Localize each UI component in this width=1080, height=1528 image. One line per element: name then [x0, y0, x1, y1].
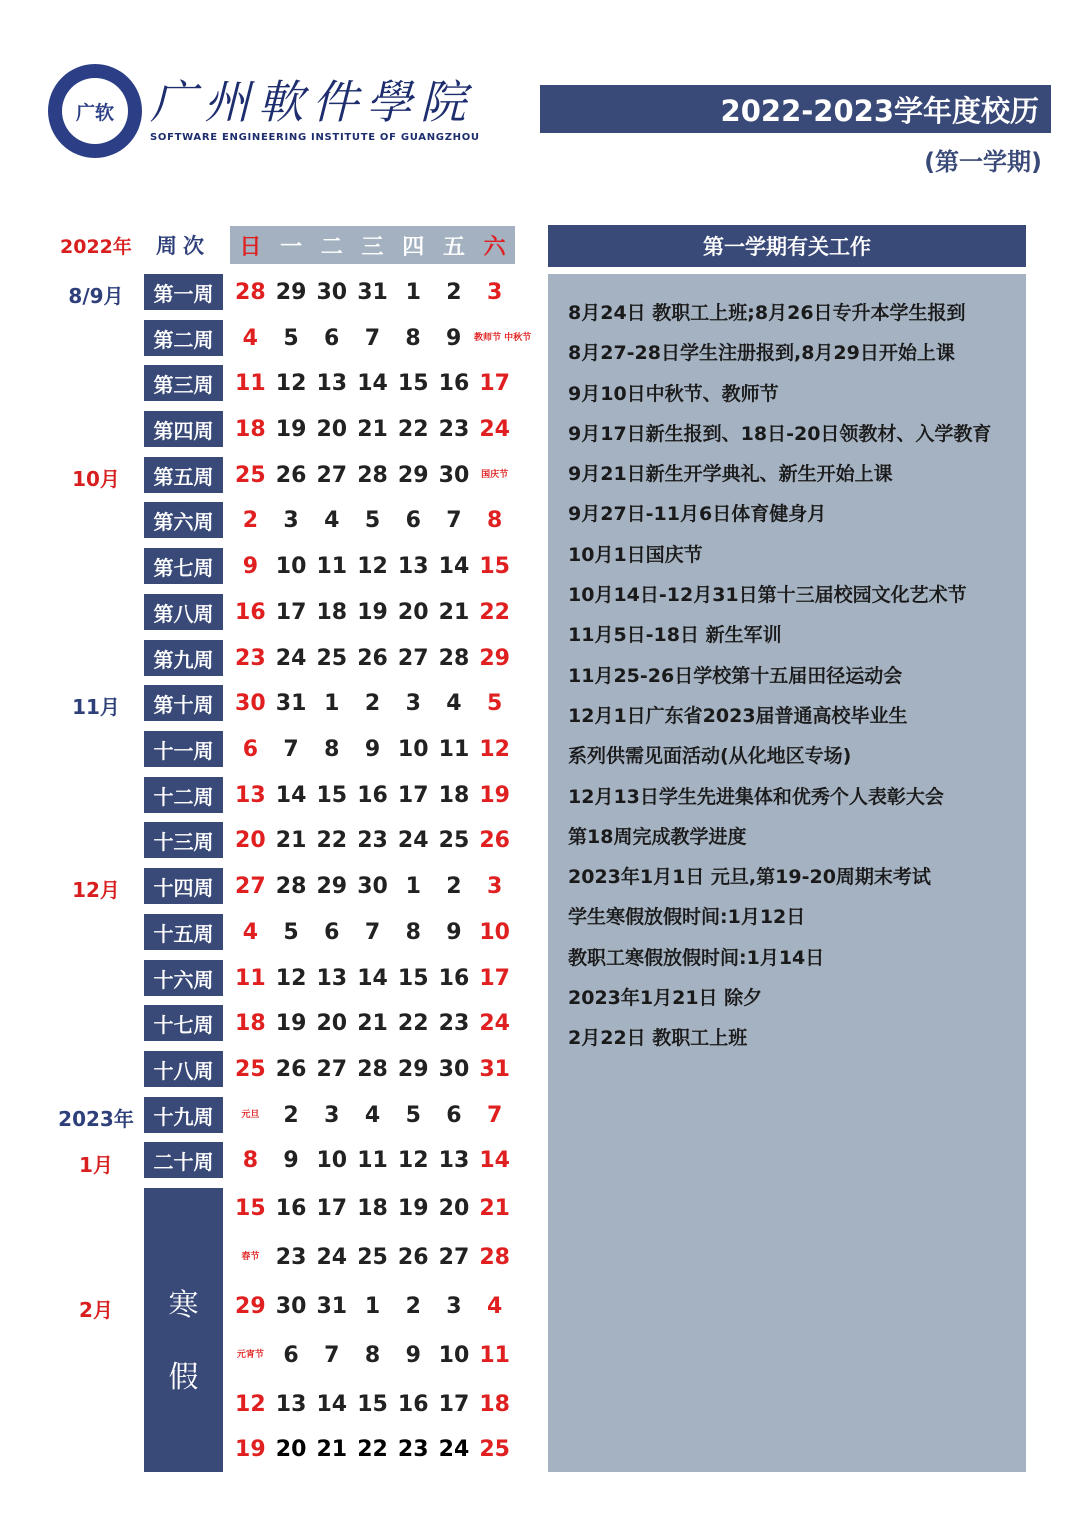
event-item: 8月27-28日学生注册报到,8月29日开始上课 — [568, 342, 955, 365]
calendar-row — [230, 1386, 515, 1422]
calendar-day: 20 — [235, 827, 266, 853]
calendar-day: 3 — [324, 1102, 340, 1128]
week-label: 十五周 — [144, 914, 223, 950]
calendar-row — [230, 640, 515, 676]
calendar-day: 13 — [438, 1147, 470, 1173]
calendar-day: 10 — [479, 919, 510, 945]
school-logo — [48, 64, 142, 158]
calendar-day: 18 — [316, 599, 348, 625]
calendar-row — [230, 822, 515, 858]
calendar-day: 18 — [438, 782, 470, 808]
week-label: 二十周 — [144, 1142, 223, 1178]
week-label: 第四周 — [144, 411, 223, 447]
calendar-day: 24 — [275, 645, 307, 671]
calendar-day: 11 — [235, 965, 266, 991]
calendar-day: 9 — [446, 325, 462, 351]
calendar-day: 12 — [479, 736, 510, 762]
calendar-day: 20 — [438, 1195, 470, 1221]
week-label: 第九周 — [144, 640, 223, 676]
calendar-day: 18 — [479, 1391, 510, 1417]
week-label: 十六周 — [144, 960, 223, 996]
calendar-day: 16 — [275, 1195, 307, 1221]
calendar-day: 9 — [364, 736, 381, 762]
calendar-day: 12 — [275, 965, 307, 991]
calendar-row — [230, 274, 515, 310]
calendar-day: 2 — [446, 873, 462, 899]
calendar-day: 6 — [283, 1342, 299, 1368]
calendar-day: 21 — [316, 1436, 348, 1462]
calendar-day: 23 — [357, 827, 388, 853]
calendar-day: 4 — [364, 1102, 381, 1128]
calendar-day: 6 — [324, 325, 340, 351]
calendar-day: 18 — [235, 416, 266, 442]
calendar-row — [230, 914, 515, 950]
calendar-day: 2 — [405, 1293, 421, 1319]
calendar-day: 8 — [405, 325, 421, 351]
calendar-day: 15 — [357, 1391, 388, 1417]
calendar-day: 22 — [357, 1436, 388, 1462]
calendar-day: 31 — [275, 690, 307, 716]
calendar-day: 29 — [479, 645, 510, 671]
calendar-day: 8 — [405, 919, 421, 945]
calendar-day: 10 — [275, 553, 307, 579]
week-label: 十一周 — [144, 731, 223, 767]
week-label: 第五周 — [144, 457, 223, 493]
event-item: 9月10日中秋节、教师节 — [568, 382, 779, 405]
calendar-day: 17 — [316, 1195, 348, 1221]
event-item: 2023年1月1日 元旦,第19-20周期末考试 — [568, 866, 931, 889]
calendar-row — [230, 548, 515, 584]
calendar-day: 27 — [438, 1244, 470, 1270]
calendar-day: 6 — [324, 919, 340, 945]
calendar-day: 14 — [275, 782, 307, 808]
calendar-row — [230, 1051, 515, 1087]
calendar-day: 26 — [397, 1244, 429, 1270]
calendar-day: 15 — [479, 553, 510, 579]
logo-text: 广软 — [62, 78, 128, 144]
calendar-day: 15 — [397, 370, 429, 396]
calendar-day: 26 — [275, 1056, 307, 1082]
calendar-day: 29 — [235, 1293, 266, 1319]
calendar-day: 12 — [397, 1147, 429, 1173]
calendar-day: 23 — [235, 645, 266, 671]
event-item: 2月22日 教职工上班 — [568, 1027, 748, 1050]
calendar-row — [230, 731, 515, 767]
calendar-row — [230, 777, 515, 813]
calendar-day: 24 — [479, 416, 510, 442]
calendar-day: 30 — [316, 279, 348, 305]
calendar-day: 24 — [397, 827, 429, 853]
calendar-day: 22 — [397, 1010, 429, 1036]
calendar-day: 16 — [438, 965, 470, 991]
calendar-day: 8 — [242, 1147, 259, 1173]
event-item: 9月27日-11月6日体育健身月 — [568, 503, 827, 526]
calendar-day: 24 — [316, 1244, 348, 1270]
calendar-day: 14 — [357, 370, 388, 396]
calendar-day: 5 — [405, 1102, 421, 1128]
calendar-day: 10 — [397, 736, 429, 762]
week-label: 十八周 — [144, 1051, 223, 1087]
calendar-day: 24 — [438, 1436, 470, 1462]
week-label: 第十周 — [144, 685, 223, 721]
calendar-day: 21 — [479, 1195, 510, 1221]
calendar-day: 8 — [364, 1342, 381, 1368]
calendar-day: 21 — [357, 416, 388, 442]
calendar-day: 21 — [438, 599, 470, 625]
week-label: 第七周 — [144, 548, 223, 584]
calendar-row — [230, 594, 515, 630]
weekday-header — [230, 226, 515, 264]
events-list — [568, 296, 1018, 1062]
event-item: 教职工寒假放假时间:1月14日 — [568, 946, 825, 969]
calendar-day: 3 — [487, 279, 503, 305]
calendar-day: 1 — [324, 690, 340, 716]
calendar-day: 7 — [364, 919, 381, 945]
calendar-day: 30 — [438, 462, 470, 488]
weekday-sun: 日 — [239, 234, 262, 260]
calendar-row — [230, 1190, 515, 1226]
calendar-day: 18 — [357, 1195, 388, 1221]
weekday-wed: 三 — [361, 234, 384, 260]
calendar-day: 3 — [283, 507, 299, 533]
calendar-day: 6 — [405, 507, 421, 533]
week-label: 第一周 — [144, 274, 223, 310]
right-panel-title: 第一学期有关工作 — [548, 225, 1026, 267]
calendar-day: 17 — [438, 1391, 470, 1417]
event-item: 2023年1月21日 除夕 — [568, 987, 763, 1010]
calendar-day: 22 — [316, 827, 348, 853]
calendar-row — [230, 365, 515, 401]
calendar-day: 8 — [487, 507, 503, 533]
calendar-day: 27 — [316, 1056, 348, 1082]
calendar-day: 16 — [397, 1391, 429, 1417]
calendar-day: 22 — [397, 416, 429, 442]
calendar-day: 19 — [235, 1436, 266, 1462]
calendar-day: 25 — [479, 1436, 510, 1462]
month-label: 10月 — [72, 467, 120, 491]
event-item: 10月1日国庆节 — [568, 543, 703, 566]
calendar-day: 30 — [438, 1056, 470, 1082]
calendar-day: 9 — [405, 1342, 421, 1368]
calendar-day: 13 — [397, 553, 429, 579]
year-header: 2022年 — [60, 235, 132, 258]
calendar-day: 23 — [438, 416, 470, 442]
calendar-day: 13 — [275, 1391, 307, 1417]
calendar-day: 5 — [364, 507, 381, 533]
calendar-day: 9 — [446, 919, 462, 945]
calendar-day: 23 — [438, 1010, 470, 1036]
calendar-day: 3 — [405, 690, 421, 716]
calendar-day: 21 — [357, 1010, 388, 1036]
calendar-day: 20 — [275, 1436, 307, 1462]
calendar-day: 18 — [235, 1010, 266, 1036]
calendar-day: 15 — [235, 1195, 266, 1221]
calendar-day: 元旦 — [241, 1110, 260, 1120]
calendar-row — [230, 1337, 515, 1373]
calendar-title: 2022-2023学年度校历 — [540, 85, 1051, 133]
calendar-day: 31 — [357, 279, 388, 305]
month-label: 2023年 — [58, 1107, 134, 1131]
calendar-day: 14 — [357, 965, 388, 991]
calendar-day: 23 — [397, 1436, 429, 1462]
school-name: 广州軟件學院 — [150, 75, 474, 129]
week-label: 第三周 — [144, 365, 223, 401]
calendar-day: 29 — [275, 279, 307, 305]
calendar-row — [230, 1097, 515, 1133]
calendar-day: 7 — [283, 736, 299, 762]
calendar-day: 29 — [397, 462, 429, 488]
calendar-row — [230, 1431, 515, 1467]
calendar-row — [230, 1005, 515, 1041]
calendar-day: 11 — [357, 1147, 388, 1173]
event-item: 系列供需见面活动(从化地区专场) — [568, 745, 852, 768]
calendar-day: 17 — [397, 782, 429, 808]
calendar-row — [230, 1239, 515, 1275]
calendar-day: 国庆节 — [481, 470, 509, 480]
calendar-day: 10 — [438, 1342, 470, 1368]
calendar-day: 1 — [405, 873, 421, 899]
calendar-day: 3 — [487, 873, 503, 899]
calendar-day: 4 — [446, 690, 462, 716]
event-item: 12月13日学生先进集体和优秀个人表彰大会 — [568, 785, 944, 808]
month-label: 11月 — [72, 695, 120, 719]
calendar-day: 4 — [242, 919, 259, 945]
calendar-day: 7 — [487, 1102, 503, 1128]
calendar-day: 19 — [479, 782, 510, 808]
week-label: 十二周 — [144, 777, 223, 813]
calendar-day: 23 — [275, 1244, 307, 1270]
calendar-day: 28 — [479, 1244, 510, 1270]
calendar-day: 30 — [275, 1293, 307, 1319]
week-label: 第六周 — [144, 502, 223, 538]
calendar-day: 21 — [275, 827, 307, 853]
calendar-day: 19 — [397, 1195, 429, 1221]
calendar-row — [230, 502, 515, 538]
calendar-day: 28 — [357, 1056, 388, 1082]
event-item: 8月24日 教职工上班;8月26日专升本学生报到 — [568, 302, 966, 324]
calendar-day: 12 — [357, 553, 388, 579]
calendar-day: 5 — [283, 919, 299, 945]
calendar-day: 25 — [235, 1056, 266, 1082]
calendar-day: 25 — [438, 827, 470, 853]
calendar-day: 28 — [275, 873, 307, 899]
calendar-day: 8 — [324, 736, 340, 762]
weekday-mon: 一 — [280, 234, 303, 260]
calendar-day: 25 — [235, 462, 266, 488]
calendar-day: 17 — [275, 599, 307, 625]
calendar-day: 16 — [438, 370, 470, 396]
calendar-day: 15 — [316, 782, 348, 808]
calendar-day: 19 — [275, 416, 307, 442]
calendar-day: 7 — [324, 1342, 340, 1368]
calendar-day: 26 — [357, 645, 388, 671]
calendar-day: 31 — [479, 1056, 510, 1082]
calendar-day: 29 — [397, 1056, 429, 1082]
calendar-day: 12 — [235, 1391, 266, 1417]
calendar-day: 14 — [438, 553, 470, 579]
calendar-day: 28 — [357, 462, 388, 488]
calendar-day: 30 — [235, 690, 266, 716]
calendar-day: 30 — [357, 873, 388, 899]
winter-vacation-block — [144, 1188, 223, 1472]
calendar-day: 14 — [479, 1147, 510, 1173]
vacation-char: 假 — [168, 1360, 199, 1395]
calendar-day: 25 — [316, 645, 348, 671]
calendar-row — [230, 685, 515, 721]
weekday-sat: 六 — [483, 234, 506, 260]
calendar-day: 22 — [479, 599, 510, 625]
calendar-day: 14 — [316, 1391, 348, 1417]
week-label: 十七周 — [144, 1005, 223, 1041]
week-label: 十九周 — [144, 1097, 223, 1133]
weekday-thu: 四 — [402, 234, 425, 260]
calendar-day: 15 — [397, 965, 429, 991]
calendar-row — [230, 320, 532, 356]
event-item: 10月14日-12月31日第十三届校园文化艺术节 — [568, 584, 967, 607]
semester-subtitle: (第一学期) — [924, 148, 1042, 176]
calendar-day: 19 — [275, 1010, 307, 1036]
calendar-day: 29 — [316, 873, 348, 899]
calendar-day: 13 — [235, 782, 266, 808]
calendar-day: 17 — [479, 370, 510, 396]
calendar-day: 16 — [357, 782, 388, 808]
calendar-day: 27 — [397, 645, 429, 671]
calendar-day: 1 — [364, 1293, 381, 1319]
calendar-row — [230, 960, 515, 996]
calendar-row — [230, 457, 515, 493]
calendar-row — [230, 411, 515, 447]
calendar-day: 11 — [235, 370, 266, 396]
calendar-day: 7 — [446, 507, 462, 533]
event-item: 11月25-26日学校第十五届田径运动会 — [568, 664, 903, 687]
calendar-day: 24 — [479, 1010, 510, 1036]
month-label: 2月 — [79, 1298, 113, 1322]
event-item: 9月21日新生开学典礼、新生开始上课 — [568, 463, 893, 486]
calendar-day: 7 — [364, 325, 380, 351]
event-item: 学生寒假放假时间:1月12日 — [568, 906, 806, 929]
event-item: 12月1日广东省2023届普通高校毕业生 — [568, 704, 908, 727]
calendar-day: 春节 — [241, 1252, 260, 1262]
week-label: 十四周 — [144, 868, 223, 904]
month-label: 8/9月 — [68, 284, 124, 308]
calendar-day: 20 — [316, 416, 348, 442]
vacation-char: 寒 — [168, 1288, 199, 1323]
week-column-header: 周次 — [156, 234, 210, 258]
calendar-day: 11 — [438, 736, 470, 762]
calendar-day: 12 — [275, 370, 307, 396]
event-item: 第18周完成教学进度 — [568, 825, 747, 848]
calendar-day: 2 — [446, 279, 462, 305]
calendar-day: 1 — [405, 279, 421, 305]
calendar-day: 28 — [438, 645, 470, 671]
calendar-day: 19 — [357, 599, 388, 625]
week-label: 第二周 — [144, 320, 223, 356]
calendar-day: 20 — [397, 599, 429, 625]
calendar-day: 6 — [446, 1102, 462, 1128]
event-item: 9月17日新生报到、18日-20日领教材、入学教育 — [568, 422, 992, 445]
calendar-day: 5 — [283, 325, 299, 351]
calendar-day: 13 — [316, 965, 348, 991]
calendar-day: 27 — [316, 462, 348, 488]
calendar-day: 6 — [242, 736, 259, 762]
school-english-name: SOFTWARE ENGINEERING INSTITUTE OF GUANGZHOU — [150, 132, 480, 143]
calendar-day: 2 — [283, 1102, 299, 1128]
calendar-day: 20 — [316, 1010, 348, 1036]
calendar-day: 11 — [479, 1342, 510, 1368]
weekday-tue: 二 — [320, 234, 343, 260]
calendar-day: 27 — [235, 873, 266, 899]
calendar-row — [230, 1142, 515, 1178]
event-item: 11月5日-18日 新生军训 — [568, 624, 782, 647]
calendar-day: 9 — [242, 553, 259, 579]
calendar-day: 4 — [324, 507, 340, 533]
month-label: 1月 — [79, 1153, 113, 1177]
calendar-day: 4 — [487, 1293, 503, 1319]
calendar-day: 16 — [235, 599, 266, 625]
weekday-fri: 五 — [442, 234, 465, 260]
calendar-day: 3 — [446, 1293, 462, 1319]
calendar-row — [230, 868, 515, 904]
calendar-day: 26 — [275, 462, 307, 488]
week-label: 第八周 — [144, 594, 223, 630]
calendar-day: 9 — [283, 1147, 299, 1173]
calendar-day: 25 — [357, 1244, 388, 1270]
calendar-day: 教师节 中秋节 — [474, 333, 532, 343]
calendar-day: 26 — [479, 827, 510, 853]
week-label: 十三周 — [144, 822, 223, 858]
month-label: 12月 — [72, 878, 120, 902]
calendar-day: 4 — [242, 325, 258, 351]
calendar-day: 17 — [479, 965, 510, 991]
calendar-day: 11 — [316, 553, 348, 579]
calendar-day: 2 — [364, 690, 381, 716]
calendar-day: 元宵节 — [236, 1350, 264, 1360]
calendar-row — [230, 1288, 515, 1324]
calendar-day: 28 — [235, 279, 266, 305]
calendar-day: 13 — [316, 370, 348, 396]
calendar-day: 31 — [316, 1293, 348, 1319]
calendar-day: 2 — [242, 507, 259, 533]
calendar-day: 10 — [316, 1147, 348, 1173]
calendar-day: 5 — [487, 690, 503, 716]
